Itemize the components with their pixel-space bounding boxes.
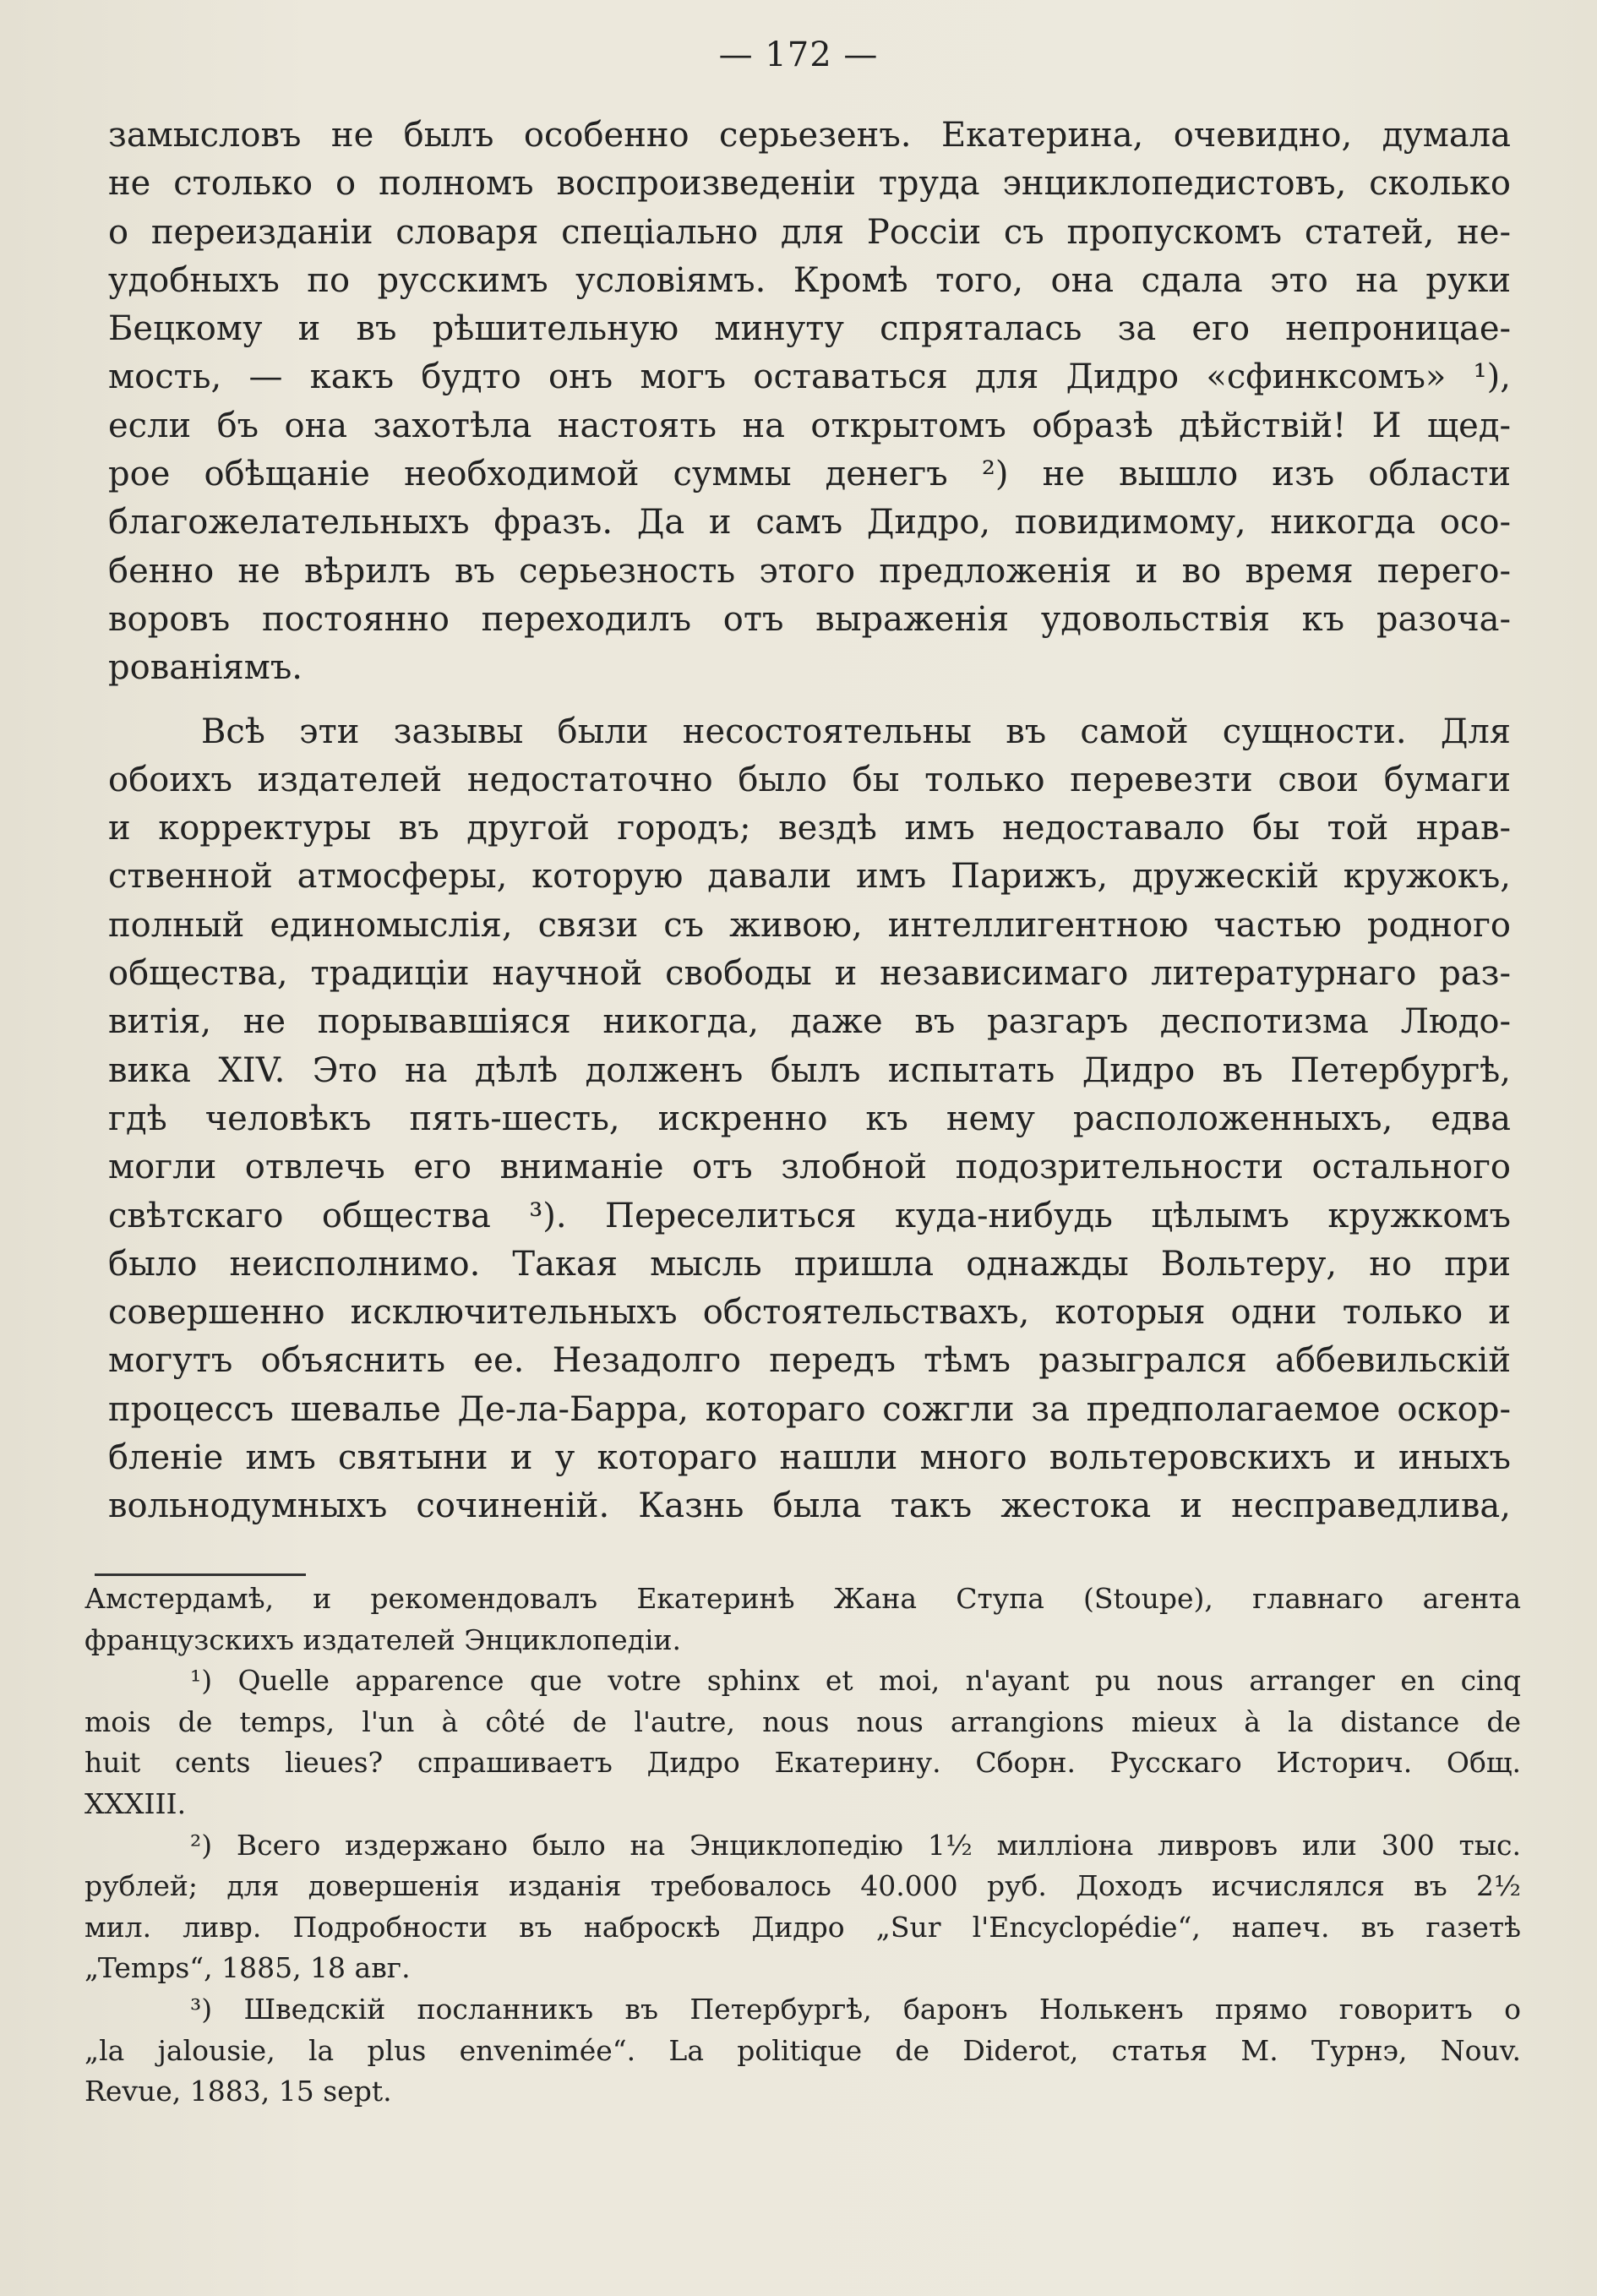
text-line: бенно не вѣрилъ въ серьезность этого предложенiя и во время перего- [108,551,1511,591]
main-text [108,112,1511,1531]
text-line: процессъ шевалье Де-ла-Барра, котораго сожгли за предполагаемое оскор- [108,1389,1511,1429]
text-line: о переизданiи словаря спецiально для Россiи съ пропускомъ статей, не- [108,212,1511,252]
text-line: свѣтскаго общества ³). Переселиться куда-нибудь цѣлымъ кружкомъ [108,1196,1511,1235]
footnote-3 [84,1989,1521,2113]
footnote-line: mois de temps, l'un à côté de l'autre, nous nous arrangions mieux à la distance de [84,1704,1521,1738]
footnote-line: мил. ливр. Подробности въ наброскѣ Дидро „Sur l'Encyclopédie“, напеч. въ газетѣ [84,1910,1521,1944]
text-line: замысловъ не былъ особенно серьезенъ. Екатерина, очевидно, думала [108,116,1511,155]
paragraph-2 [108,708,1511,1531]
text-line: витiя, не порывавшiяся никогда, даже въ разгаръ деспотизма Людо- [108,1002,1511,1042]
footnote-line: ¹) Quelle apparence que votre sphinx et moi, n'ayant pu nous arranger en cinq [190,1664,1521,1698]
footnotes [84,1579,1521,2113]
text-line: вольнодумныхъ сочиненiй. Казнь была такъ жестока и несправедлива, [108,1486,1511,1526]
paragraph-1 [108,112,1511,693]
text-line: воровъ постоянно переходилъ отъ выраженiя удовольствiя къ разоча- [108,599,1511,639]
footnote-1 [84,1661,1521,1824]
footnote-line: Revue, 1883, 15 sept. [84,2075,392,2108]
text-line: рое обѣщанiе необходимой суммы денегъ ²) не вышло изъ области [108,455,1511,494]
text-line: полный единомыслiя, связи съ живою, интеллигентною частью родного [108,905,1511,945]
text-line: обоихъ издателей недостаточно было бы только перевезти свои бумаги [108,760,1511,799]
footnote-line: Амстердамѣ, и рекомендовалъ Екатеринѣ Жана Ступа (Stoupe), главнаго агента [84,1582,1521,1615]
text-line: мость, — какъ будто онъ могъ оставаться для Дидро «сфинксомъ» ¹), [108,357,1511,397]
footnote-line: „la jalousie, la plus envenimée“. La politique de Diderot, статья М. Турнэ, Nouv. [84,2033,1521,2067]
text-line: общества, традицiи научной свободы и независимаго литературнаго раз- [108,954,1511,994]
footnote-2 [84,1825,1521,1989]
footnote-continuation [84,1579,1521,1661]
text-line: совершенно исключительныхъ обстоятельствахъ, которыя одни только и [108,1293,1511,1333]
text-line: Всѣ эти зазывы были несостоятельны въ самой сущности. Для [201,712,1511,751]
text-line: ственной атмосферы, которую давали имъ Парижъ, дружескiй кружокъ, [108,857,1511,897]
text-line: удобныхъ по русскимъ условiямъ. Кромѣ того, она сдала это на руки [108,260,1511,300]
footnote-line: „Temps“, 1885, 18 авг. [84,1951,411,1985]
footnote-divider [95,1573,306,1576]
text-line: если бъ она захотѣла настоять на открытомъ образѣ дѣйствiй! И щед- [108,406,1511,445]
footnote-line: XXXIII. [84,1786,187,1820]
text-line: могли отвлечь его вниманiе отъ злобной подозрительности остального [108,1148,1511,1187]
text-line: могутъ объяснить ее. Незадолго передъ тѣмъ разыгрался аббевильскiй [108,1341,1511,1381]
text-line: вика XIV. Это на дѣлѣ долженъ былъ испытать Дидро въ Петербургѣ, [108,1050,1511,1090]
footnote-line: французскихъ издателей Энциклопедiи. [84,1622,682,1656]
text-line: Бецкому и въ рѣшительную минуту спряталась за его непроницае- [108,309,1511,349]
text-line: гдѣ человѣкъ пять-шесть, искренно къ нему расположенныхъ, едва [108,1099,1511,1138]
footnote-line: ³) Шведскiй посланникъ въ Петербургѣ, баронъ Нолькенъ прямо говоритъ о [190,1992,1521,2026]
page-number: — 172 — [718,35,879,74]
footnote-line: ²) Всего издержано было на Энциклопедiю 1½ миллiона ливровъ или 300 тыс. [190,1828,1521,1862]
text-line: не столько о полномъ воспроизведенiи труда энциклопедистовъ, сколько [108,164,1511,204]
text-line: и корректуры въ другой городъ; вездѣ имъ недоставало бы той нрав- [108,809,1511,848]
footnote-line: рублей; для довершенiя изданiя требовалось 40.000 руб. Доходъ исчислялся въ 2½ [84,1869,1521,1903]
text-line: благожелательныхъ фразъ. Да и самъ Дидро, повидимому, никогда осо- [108,503,1511,543]
text-line: было неисполнимо. Такая мысль пришла однажды Вольтеру, но при [108,1244,1511,1284]
footnote-line: huit cents lieues? спрашиваетъ Дидро Екатерину. Сборн. Русскаго Историч. Общ. [84,1746,1521,1780]
text-line: бленiе имъ святыни и у котораго нашли много вольтеровскихъ и иныхъ [108,1438,1511,1478]
text-line: рованiямъ. [108,648,303,688]
